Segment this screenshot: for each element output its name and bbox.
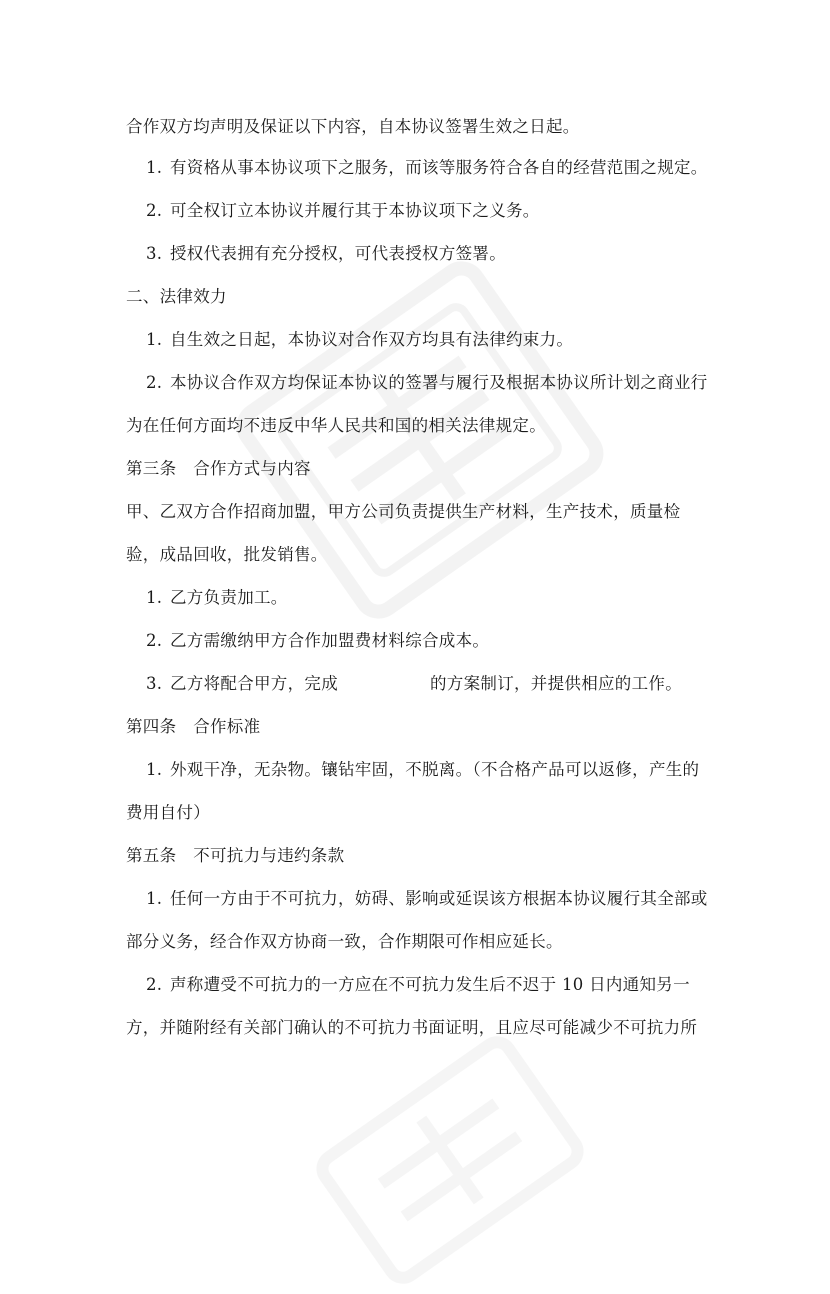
list-text: 乙方负责加工。 [170,588,288,607]
list-item [146,673,682,695]
paragraph-continuation: 验，成品回收，批发销售。 [126,545,328,564]
list-number: 1. [146,330,163,349]
paragraph-continuation: 方，并随附经有关部门确认的不可抗力书面证明，且应尽可能减少不可抗力所 [126,1018,698,1037]
list-item [146,243,506,265]
list-item [146,759,699,781]
watermark-icon [306,1026,594,1294]
paragraph-continuation: 为在任何方面均不违反中华人民共和国的相关法律规定。 [126,416,546,435]
list-text: 声称遭受不可抗力的一方应在不可抗力发生后不迟于 10 日内通知另一 [170,975,690,994]
list-text: 自生效之日起，本协议对合作双方均具有法律约束力。 [170,330,574,349]
list-item [146,587,288,609]
list-number: 2. [146,373,163,392]
list-number: 1. [146,588,163,607]
list-number: 3. [146,674,163,693]
list-item [146,329,573,351]
list-number: 3. [146,244,163,263]
list-item [146,630,489,652]
paragraph-continuation: 费用自付） [126,803,210,822]
article-heading: 第四条 合作标准 [126,717,261,736]
list-item [146,974,690,996]
list-number: 1. [146,158,163,177]
section-heading: 二、法律效力 [126,287,227,306]
article-heading: 第三条 合作方式与内容 [126,459,311,478]
list-number: 2. [146,975,163,994]
list-item [146,157,708,179]
list-item [146,200,540,222]
list-text-b: 的方案制订，并提供相应的工作。 [430,674,682,693]
list-text: 乙方需缴纳甲方合作加盟费材料综合成本。 [170,631,490,650]
list-number: 1. [146,760,163,779]
list-text-a: 乙方将配合甲方，完成 [170,674,338,693]
paragraph-declaration: 合作双方均声明及保证以下内容，自本协议签署生效之日起。 [126,117,580,136]
list-text: 任何一方由于不可抗力，妨碍、影响或延误该方根据本协议履行其全部或 [170,889,708,908]
list-text: 外观干净，无杂物。镶钻牢固，不脱离。（不合格产品可以返修，产生的 [170,760,700,779]
list-number: 2. [146,631,163,650]
list-text: 可全权订立本协议并履行其于本协议项下之义务。 [170,201,540,220]
list-text: 本协议合作双方均保证本协议的签署与履行及根据本协议所计划之商业行 [170,373,708,392]
article-heading: 第五条 不可抗力与违约条款 [126,846,345,865]
paragraph-continuation: 部分义务，经合作双方协商一致，合作期限可作相应延长。 [126,932,563,951]
paragraph: 甲、乙双方合作招商加盟，甲方公司负责提供生产材料，生产技术，质量检 [126,502,681,521]
list-item [146,888,708,910]
list-number: 1. [146,889,163,908]
list-text: 有资格从事本协议项下之服务，而该等服务符合各自的经营范围之规定。 [170,158,708,177]
watermark-icon [223,247,618,632]
list-text: 授权代表拥有充分授权，可代表授权方签署。 [170,244,506,263]
list-item [146,372,708,394]
list-number: 2. [146,201,163,220]
